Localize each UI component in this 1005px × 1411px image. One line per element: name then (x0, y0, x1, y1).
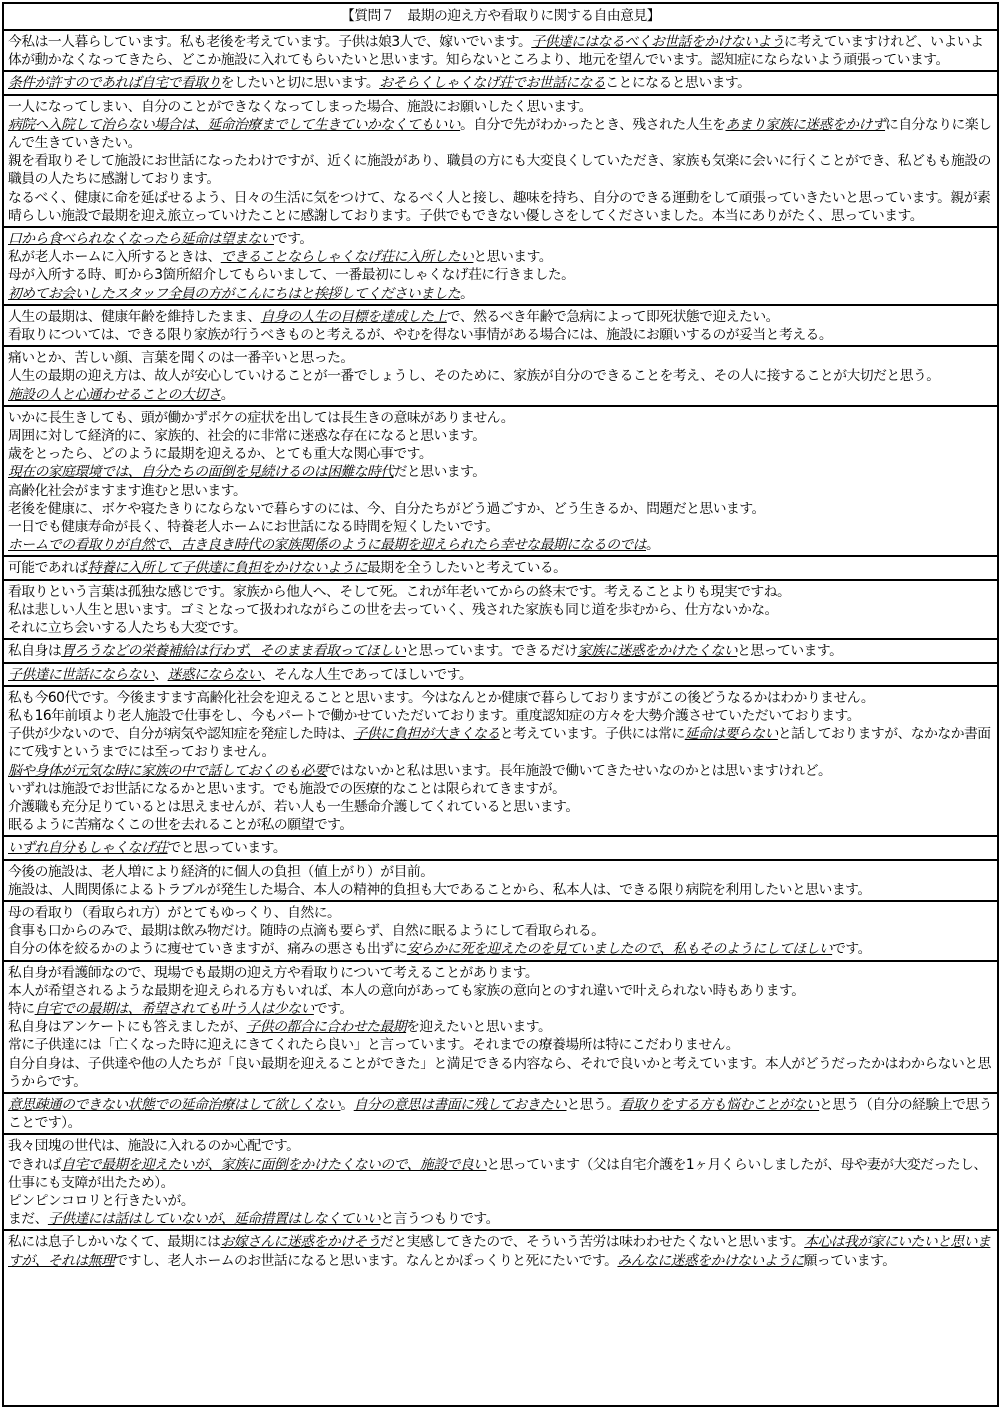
opinion-text: だと思います。 (393, 464, 486, 481)
opinion-text: と言うつもりです。 (380, 1211, 499, 1228)
opinion-text: 私が老人ホームに入所するときは、 (8, 249, 221, 266)
opinion-line (8, 189, 994, 225)
opinion-text: 看取りという言葉は孤独な感じです。家族から他人へ、そして死。これが年老いてからの終末です。考えることよりも現実ですね。 (8, 583, 791, 600)
opinion-record (4, 228, 997, 306)
emphasized-text: 家族に迷惑をかけたくない (577, 643, 738, 660)
opinion-text: です。 (313, 1000, 353, 1017)
opinion-text: 親を看取りそして施設にお世話になったわけですが、近くに施設があり、職員の方にも大変良くしていただき、家族も気楽に会いに行くことができ、私どもも施設の職員の人たちに感謝しております。 (8, 153, 991, 188)
opinion-text: 特に (8, 1000, 35, 1017)
opinion-text: 私は悲しい人生と思います。ゴミとなって扱われながらこの世を去っていく、残された家族も同じ道を歩むから、仕方ないかな。 (8, 601, 778, 618)
emphasized-text: 特養に入所して子供達に負担をかけないように (87, 560, 368, 577)
opinion-record (4, 306, 997, 347)
opinion-text: 周囲に対して経済的に、家族的、社会的に非常に迷惑な存在になると思います。 (8, 428, 486, 445)
opinion-text: 一日でも健康寿命が長く、特養老人ホームにお世話になる時間を短くしたいです。 (8, 519, 499, 536)
opinion-text: と考えています。子供には常に (499, 726, 685, 743)
opinion-text: まだ、 (8, 1211, 48, 1228)
opinion-record (4, 640, 997, 663)
opinion-line (8, 707, 994, 725)
opinion-line (8, 349, 994, 367)
opinion-line (8, 326, 994, 344)
opinion-text: 本人が希望されるような最期を迎えられる方もいれば、本人の意向があっても家族の意向とのすれ違いで叶えられない時もあります。 (8, 982, 805, 999)
opinion-line (8, 427, 994, 445)
opinion-line (8, 536, 994, 554)
opinion-record (4, 837, 997, 860)
emphasized-text: 口から食べられなくなったら延命は望まない (8, 231, 274, 248)
opinion-text: と思っています。 (737, 643, 843, 660)
opinion-line (8, 816, 994, 834)
opinion-text: と思います。 (473, 249, 553, 266)
opinion-text: 人生の最期の迎え方は、故人が安心していけることが一番でしょうし、そのために、家族が自分のできることを考え、その人に接することが大切だと思う。 (8, 368, 940, 385)
opinion-record (4, 557, 997, 580)
opinion-text: 一人になってしまい、自分のことができなくなってしまった場合、施設にお願いしたく思います。 (8, 98, 592, 115)
opinion-text: いずれは施設でお世話になるかと思います。でも施設での医療的なことは限られてきますが。 (8, 780, 566, 797)
opinion-text: それに立ち会いする人たちも大変です。 (8, 620, 247, 637)
opinion-text: 母が入所する時、町から3箇所紹介してもらいまして、一番最初にしゃくなげ荘に行きました。 (8, 267, 575, 284)
opinion-line (8, 152, 994, 188)
opinion-text: 、 (154, 666, 168, 683)
opinion-line (8, 518, 994, 536)
opinion-record (4, 664, 997, 687)
opinion-line (8, 482, 994, 500)
opinion-text: 我々団塊の世代は、施設に入れるのか心配です。 (8, 1138, 300, 1155)
opinion-text: 常に子供達には「亡くなった時に迎えにきてくれたら良い」と言っています。それまでの療養場所は特にこだわりません。 (8, 1037, 740, 1054)
opinion-line (8, 116, 994, 152)
opinion-line (8, 982, 994, 1000)
emphasized-text: 施設の人と心通わせることの大切さ (8, 386, 221, 403)
opinion-line (8, 940, 994, 958)
opinion-line (8, 1137, 994, 1155)
opinion-text: 痛いとか、苦しい顔、言葉を聞くのは一番辛いと思った。 (8, 350, 354, 367)
emphasized-text: お嫁さんに迷惑をかけそう (220, 1234, 381, 1251)
opinion-text: ですし、老人ホームのお世話になると思います。なんとかぽっくりと死にたいです。 (114, 1252, 618, 1269)
opinion-text: 。 (460, 285, 474, 302)
opinion-line (8, 725, 994, 761)
opinion-text: 最期を全うしたいと考えている。 (367, 560, 567, 577)
opinion-text: 眠るように苦痛なくこの世を去れることが私の願望です。 (8, 817, 353, 834)
opinion-line (8, 689, 994, 707)
opinion-line (8, 500, 994, 518)
opinion-line (8, 583, 994, 601)
emphasized-text: おそらくしゃくなげ荘でお世話になる (379, 75, 606, 92)
emphasized-text: 自分の意思は書面に残しておきたい (353, 1096, 567, 1113)
opinion-line (8, 619, 994, 637)
opinion-text: 今私は一人暮らしています。私も老後を考えています。子供は娘3人で、嫁いでいます。 (8, 34, 532, 50)
opinion-line (8, 1210, 994, 1228)
opinion-line (8, 559, 994, 577)
emphasized-text: 子供達にはなるべくお世話をかけないよう (531, 34, 784, 50)
opinion-record (4, 687, 997, 838)
opinion-text: 今後の施設は、老人増により経済的に個人の負担（値上がり）が目前。 (8, 863, 434, 880)
opinion-text: 老後を健康に、ボケや寝たきりにならないで暮らすのには、今、自分たちがどう過ごすか、どう生きるか、問題だと思います。 (8, 500, 765, 517)
emphasized-text: 子供達には話はしていないが、延命措置はしなくていい (47, 1211, 381, 1228)
emphasized-text: 安らかに死を迎えたのを見ていましたので、私もそのようにしてほしい (406, 941, 833, 958)
opinion-text: 私自身が看護師なので、現場でも最期の迎え方や看取りについて考えることがあります。 (8, 964, 539, 981)
opinion-text: と思う（自分の経験上で思うことです）。 (8, 1096, 992, 1132)
opinion-line (8, 904, 994, 922)
opinion-line (8, 386, 994, 404)
opinion-line (8, 780, 994, 798)
opinion-record (4, 1135, 997, 1231)
opinion-sheet (2, 2, 999, 1407)
opinion-text: 私も今60代です。今後ますます高齢化社会を迎えることと思います。今はなんとか健康で暮らしておりますがこの後どうなるかはわかりません。 (8, 689, 875, 706)
emphasized-text: 子供達に世話にならない (8, 666, 155, 683)
opinion-record (4, 1231, 997, 1405)
opinion-text: に自分なりに楽しんで生きていきたい。 (8, 116, 992, 152)
emphasized-text: 胃ろうなどの栄養補給は行わず、そのまま看取ってほしい (61, 643, 406, 660)
opinion-text: と話しておりますが、なかなか書面にて残すというまでには至っておりません。 (8, 726, 991, 761)
opinion-line (8, 1055, 994, 1091)
emphasized-text: 延命は要らない (684, 726, 778, 743)
opinion-text: 自分の体を絞るかのように痩せていきますが、痛みの悪さも出ずに (8, 941, 407, 958)
emphasized-text: 自宅で最期を迎えたいが、家族に面倒をかけたくないので、施設で良い (61, 1156, 487, 1173)
opinion-text: 人生の最期は、健康年齢を維持したまま、 (8, 308, 261, 325)
opinion-line (8, 248, 994, 266)
opinion-text: ことになると思います。 (605, 75, 751, 92)
opinion-line (8, 839, 994, 857)
emphasized-text: 現在の家庭環境では、自分たちの面倒を見続けるのは困難な時代 (8, 464, 394, 481)
opinion-line (8, 762, 994, 780)
opinion-text: でと思っています。 (167, 840, 287, 857)
opinion-record (4, 72, 997, 95)
opinion-line (8, 463, 994, 481)
opinion-line (8, 881, 994, 899)
sheet-title: 【質問７ 最期の迎え方や看取りに関する自由意見】 (4, 4, 997, 31)
opinion-text: 私自身は (8, 643, 62, 660)
opinion-line (8, 1036, 994, 1054)
opinion-line (8, 642, 994, 660)
emphasized-text: 迷惑にならない (167, 666, 261, 683)
emphasized-text: みんなに迷惑をかけないように (617, 1252, 804, 1269)
opinion-text: 母の看取り（看取られ方）がとてもゆっくり、自然に。 (8, 904, 341, 921)
opinion-text: 、そんな人生であってほしいです。 (260, 666, 473, 683)
opinion-text: ピンピンコロリと行きたいが。 (8, 1192, 195, 1209)
opinion-text: 。自分で先がわかったとき、残された人生を (460, 116, 726, 133)
opinion-line (8, 964, 994, 982)
emphasized-text: あまり家族に迷惑をかけず (725, 116, 886, 133)
opinion-line (8, 666, 994, 684)
opinion-text: を迎えたいと思います。 (406, 1019, 552, 1036)
opinion-text: と思う。 (566, 1096, 620, 1113)
opinion-text: 歳をとったら、どのように最期を迎えるか、とても重大な関心事です。 (8, 446, 433, 463)
opinion-text: 子供が少ないので、自分が病気や認知症を発症した時は、 (8, 726, 354, 743)
emphasized-text: 本心は我が家にいたいと思いますが、それは無理 (8, 1234, 991, 1269)
opinion-line (8, 1156, 994, 1192)
opinion-text: 食事も口からのみで、最期は飲み物だけ。随時の点滴も要らず、自然に眠るようにして看取られる。 (8, 923, 605, 940)
opinion-text: 願っています。 (803, 1252, 896, 1269)
opinion-line (8, 74, 994, 92)
opinion-text: と思っています。できるだけ (405, 643, 578, 660)
opinion-line (8, 1000, 994, 1018)
opinion-record (4, 962, 997, 1094)
opinion-text: 。 (340, 1096, 354, 1113)
opinion-line (8, 308, 994, 326)
opinion-text: いかに長生きしても、頭が働かずボケの症状を出しては長生きの意味がありません。 (8, 409, 515, 426)
emphasized-text: いずれ自分もしゃくなげ荘 (8, 840, 168, 857)
opinion-text: だと実感してきたので、そういう苦労は味わわせたくないと思います。 (380, 1234, 805, 1251)
opinion-record (4, 347, 997, 407)
opinion-record (4, 407, 997, 558)
emphasized-text: 看取りをする方も悩むことがない (619, 1096, 820, 1113)
opinion-text: をしたいと切に思います。 (220, 75, 380, 92)
opinion-text: 私には息子しかいなくて、最期には (8, 1234, 221, 1251)
emphasized-text: 条件が許すのであれば自宅で看取り (8, 75, 221, 92)
opinion-text: 施設は、人間関係によるトラブルが発生した場合、本人の精神的負担も大であることから、私本人は、できる限り病院を利用したいと思います。 (8, 881, 871, 898)
opinion-text: です。 (273, 231, 313, 248)
opinion-line (8, 1096, 994, 1132)
opinion-line (8, 445, 994, 463)
emphasized-text: 意思疎通のできない状態での延命治療はして欲しくない (8, 1096, 341, 1113)
opinion-line (8, 33, 994, 69)
opinion-line (8, 922, 994, 940)
opinion-record (4, 96, 997, 228)
opinion-text: 。 (645, 537, 660, 554)
opinion-record (4, 902, 997, 962)
opinion-record (4, 1094, 997, 1135)
opinion-line (8, 798, 994, 816)
emphasized-text: 自身の人生の目標を達成した上 (260, 308, 447, 325)
opinion-line (8, 409, 994, 427)
emphasized-text: 子供に負担が大きくなる (353, 726, 500, 743)
opinion-text: と思っています（父は自宅介護を1ヶ月くらいしましたが、母や妻が大変だったし、仕事にも支障が出たため）。 (8, 1156, 987, 1191)
opinion-text: に考えていますけれど、いよいよ体が動かなくなってきたら、どこか施設に入れてもらいたいと思います。知らないところより、地元を望んでいます。認知症にならないよう頑張っています。 (8, 34, 984, 69)
opinion-text: できれば (8, 1156, 62, 1173)
emphasized-text: ホームでの看取りが自然で、古き良き時代の家族関係のように最期を迎えられたら幸せな最期になるのでは (8, 537, 646, 554)
opinion-line (8, 863, 994, 881)
opinion-record (4, 31, 997, 72)
opinion-line (8, 266, 994, 284)
opinion-text: で、然るべき年齢で急病によって即死状態で迎えたい。 (446, 308, 779, 325)
emphasized-text: 脳や身体が元気な時に家族の中で話しておくのも必要 (8, 762, 328, 779)
opinion-text: 。 (220, 386, 235, 403)
opinion-text: です。 (832, 941, 871, 958)
opinion-line (8, 1018, 994, 1036)
opinion-line (8, 285, 994, 303)
opinion-text: なるべく、健康に命を延ばせるよう、日々の生活に気をつけて、なるべく人と接し、趣味を持ち、自分のできる運動をして頑張っていきたいと思っています。親が素晴らしい施設で最期を迎え旅立っていけたことに感謝しております。子供でもできない優しさをしてくださいました。本当にありがたく、思っています。 (8, 189, 991, 224)
opinion-line (8, 367, 994, 385)
emphasized-text: 自宅での最期は、希望されても叶う人は少ない (34, 1000, 314, 1017)
opinion-line (8, 230, 994, 248)
opinion-text: ではないかと私は思います。長年施設で働いてきたせいなのかとは思いますけれど。 (327, 762, 832, 779)
emphasized-text: 初めてお会いしたスタッフ全員の方がこんにちはと挨拶してくださいました (8, 285, 461, 302)
opinion-line (8, 1233, 994, 1269)
opinion-line (8, 601, 994, 619)
emphasized-text: できることならしゃくなげ荘に入所したい (220, 249, 474, 266)
opinion-text: 高齢化社会がますます進むと思います。 (8, 482, 247, 499)
emphasized-text: 子供の都合に合わせた最期 (246, 1019, 407, 1036)
emphasized-text: 病院へ入院して治らない場合は、延命治療までして生きていかなくてもいい (8, 116, 461, 133)
opinion-text: 看取りについては、できる限り家族が行うべきものと考えるが、やむを得ない事情がある場合には、施設にお願いするのが妥当と考える。 (8, 327, 833, 344)
opinion-line (8, 1192, 994, 1210)
opinion-text: 自分自身は、子供達や他の人たちが「良い最期を迎えることができた」と満足できる内容なら、それで良いかと考えています。本人がどうだったかはわからないと思うからです。 (8, 1055, 991, 1090)
opinion-text: 介護職も充分足りているとは思えませんが、若い人も一生懸命介護してくれていると思います。 (8, 798, 579, 815)
opinion-record (4, 861, 997, 902)
opinion-text: 私自身はアンケートにも答えましたが、 (8, 1019, 247, 1036)
opinion-text: 私も16年前頃より老人施設で仕事をし、今もパートで働かせていただいております。重度認知症の方々を大勢介護させていただいております。 (8, 707, 861, 724)
opinion-text: 可能であれば (8, 560, 88, 577)
opinion-line (8, 98, 994, 116)
opinion-record (4, 581, 997, 641)
